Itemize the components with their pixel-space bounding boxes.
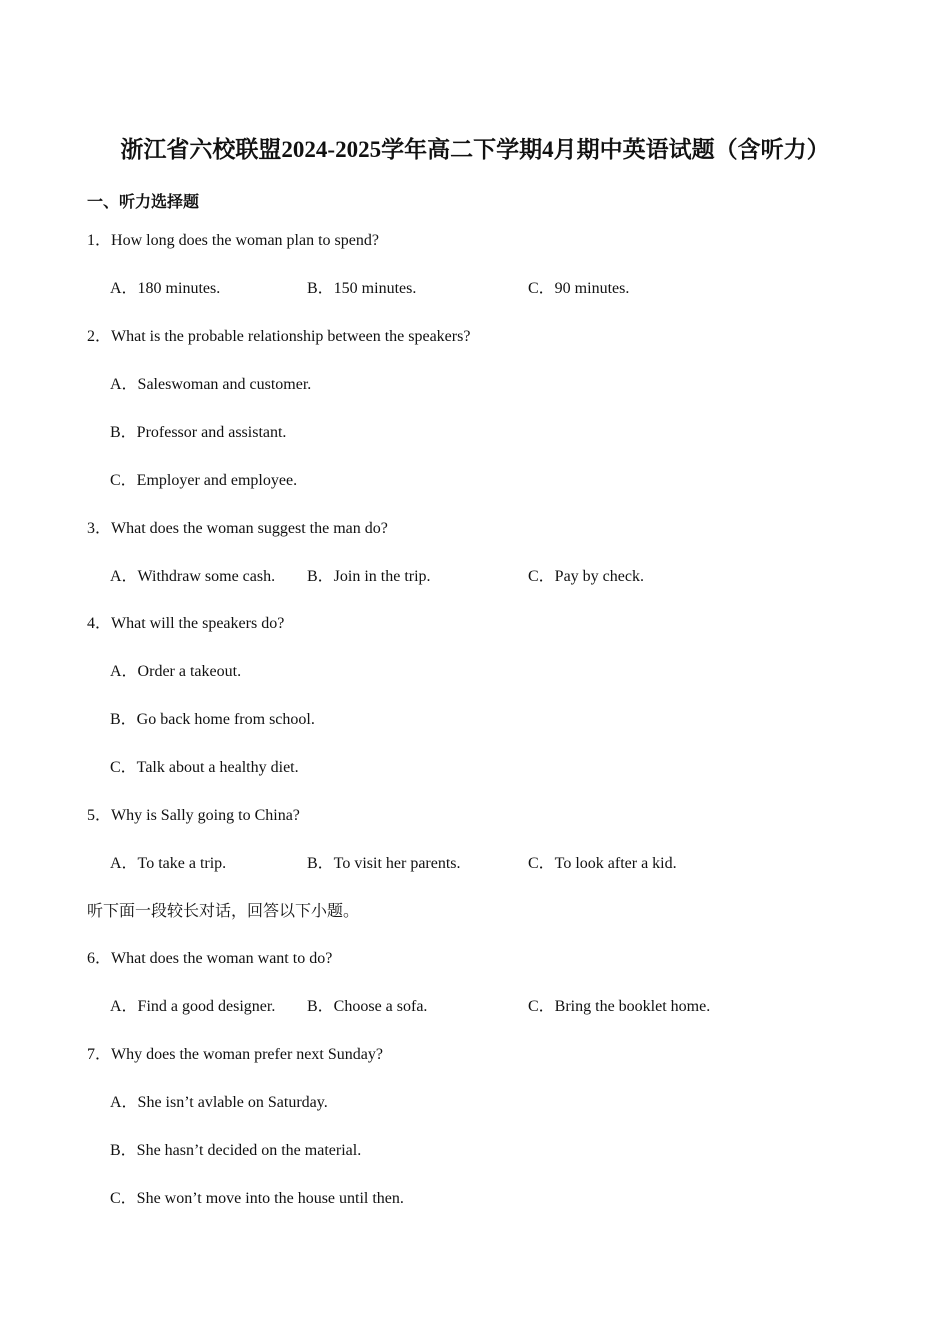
question-number: 2．: [87, 328, 112, 345]
question-6: [87, 947, 332, 971]
option-5a: A．To take a trip.: [110, 855, 227, 872]
option-2b: B．Professor and assistant.: [110, 424, 287, 441]
option-3b: B．Join in the trip.: [307, 568, 431, 585]
option-3a: A．Withdraw some cash.: [110, 568, 276, 585]
question-number: 1．: [87, 232, 112, 249]
question-number: 4．: [87, 615, 112, 632]
option-1c: C．90 minutes.: [528, 280, 630, 297]
listening-instruction: 听下面一段较长对话，回答以下小题。: [87, 903, 360, 920]
option-2c: C．Employer and employee.: [110, 472, 298, 489]
question-2: [87, 325, 470, 349]
option-6a: A．Find a good designer.: [110, 998, 276, 1015]
option-1b: B．150 minutes.: [307, 280, 417, 297]
question-text: What will the speakers do?: [111, 615, 285, 632]
question-text: Why does the woman prefer next Sunday?: [111, 1046, 383, 1063]
question-text: What does the woman suggest the man do?: [111, 520, 388, 537]
question-text: What does the woman want to do?: [111, 950, 333, 967]
question-text: How long does the woman plan to spend?: [111, 232, 379, 249]
option-3c: C．Pay by check.: [528, 568, 644, 585]
question-5: [87, 804, 300, 828]
option-6c: C．Bring the booklet home.: [528, 998, 711, 1015]
option-4c: C．Talk about a healthy diet.: [110, 759, 299, 776]
option-7a: A．She isn’t avlable on Saturday.: [110, 1094, 328, 1111]
question-1: [87, 229, 379, 253]
option-5c: C．To look after a kid.: [528, 855, 677, 872]
question-number: 5．: [87, 807, 112, 824]
option-4a: A．Order a takeout.: [110, 663, 242, 680]
question-text: Why is Sally going to China?: [111, 807, 300, 824]
option-6b: B．Choose a sofa.: [307, 998, 428, 1015]
option-7b: B．She hasn’t decided on the material.: [110, 1142, 362, 1159]
question-text: What is the probable relationship between the speakers?: [111, 328, 471, 345]
option-1a: A．180 minutes.: [110, 280, 221, 297]
question-number: 3．: [87, 520, 112, 537]
question-7: [87, 1043, 383, 1067]
page-title: 浙江省六校联盟2024-2025学年高二下学期4月期中英语试题（含听力）: [120, 137, 830, 162]
option-2a: A．Saleswoman and customer.: [110, 376, 312, 393]
option-4b: B．Go back home from school.: [110, 711, 315, 728]
option-5b: B．To visit her parents.: [307, 855, 461, 872]
section-heading: 一、听力选择题: [87, 194, 200, 211]
question-number: 7．: [87, 1046, 112, 1063]
option-7c: C．She won’t move into the house until then.: [110, 1190, 404, 1207]
question-4: [87, 612, 284, 636]
question-3: [87, 517, 388, 541]
question-number: 6．: [87, 950, 112, 967]
